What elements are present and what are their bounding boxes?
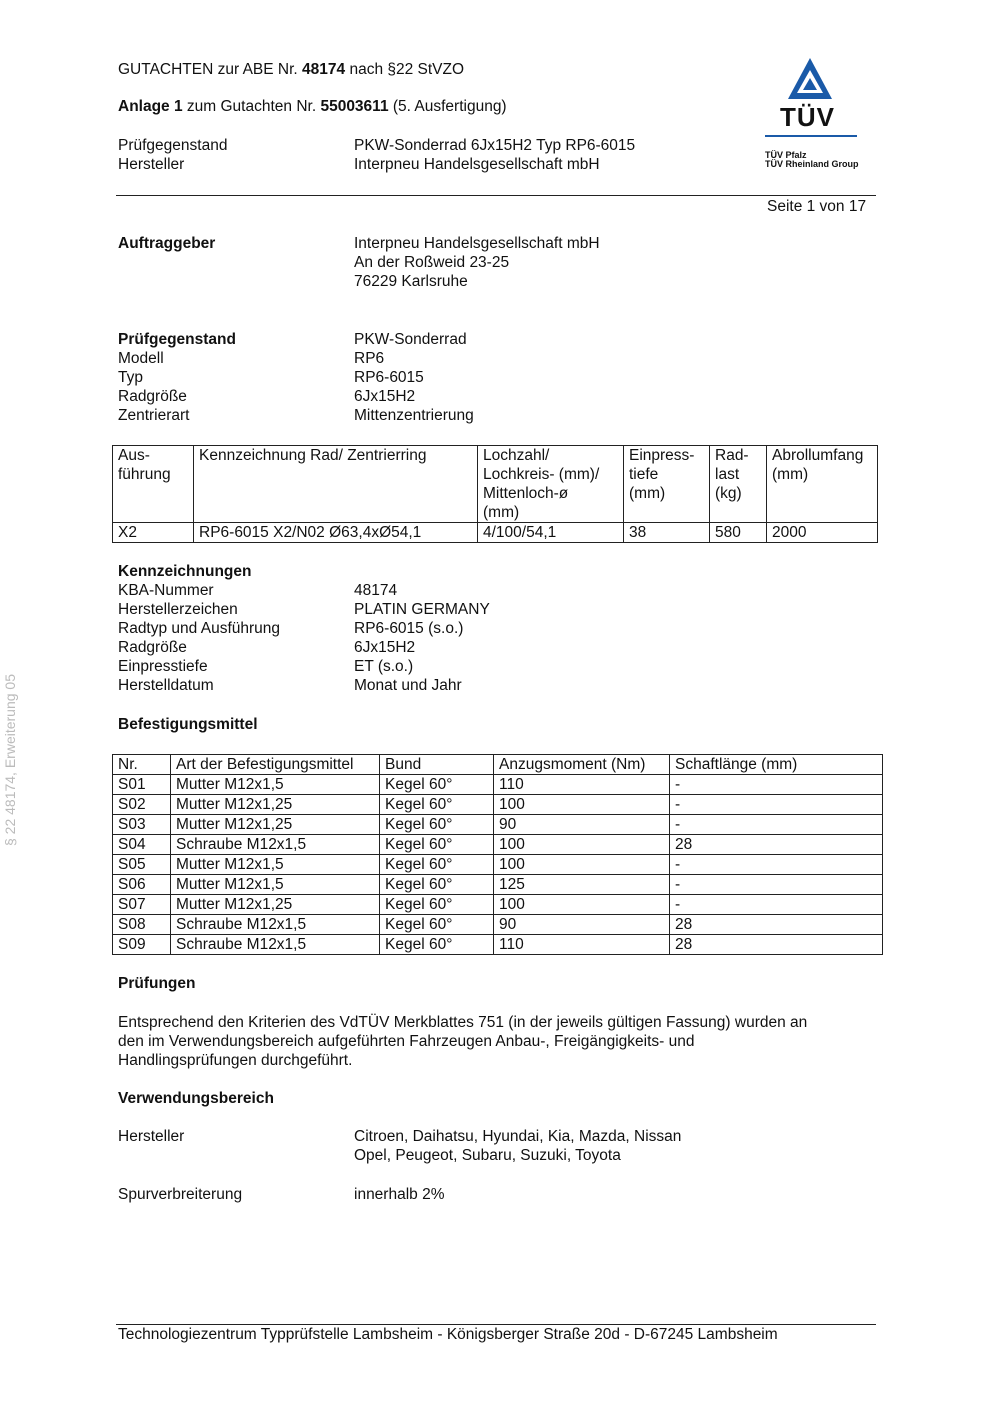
wheel-th-abrollumfang: Abrollumfang (mm) (767, 446, 878, 523)
table-row (113, 795, 883, 815)
page-number: Seite 1 von 17 (767, 198, 867, 215)
table-row (113, 835, 883, 855)
table-cell: Kegel 60° (380, 895, 494, 915)
table-cell: Kegel 60° (380, 855, 494, 875)
wheel-th-einpresstiefe: Einpress- tiefe (mm) (624, 446, 710, 523)
table-cell: 100 (494, 795, 670, 815)
table-header-cell: Schaftlänge (mm) (670, 755, 883, 775)
table-cell: Schraube M12x1,5 (171, 835, 380, 855)
pruefungen-title: Prüfungen (118, 975, 196, 992)
table-cell: - (670, 895, 883, 915)
table-row (113, 523, 878, 543)
table-cell: S07 (113, 895, 171, 915)
table-cell: RP6-6015 X2/N02 Ø63,4xØ54,1 (194, 523, 478, 543)
table-cell: Schraube M12x1,5 (171, 935, 380, 955)
table-cell: Mutter M12x1,5 (171, 775, 380, 795)
tuv-logo-rule (765, 135, 857, 137)
table-header-cell: Nr. (113, 755, 171, 775)
table-cell: 110 (494, 775, 670, 795)
table-cell: 125 (494, 875, 670, 895)
table-cell: 2000 (767, 523, 878, 543)
wheel-table (112, 445, 878, 543)
table-cell: X2 (113, 523, 194, 543)
table-cell: - (670, 775, 883, 795)
table-cell: S06 (113, 875, 171, 895)
footer-address: Technologiezentrum Typprüfstelle Lambsheim - Königsberger Straße 20d - D-67245 Lambsheim (118, 1326, 778, 1343)
table-cell: - (670, 875, 883, 895)
table-cell: S03 (113, 815, 171, 835)
table-row (113, 915, 883, 935)
table-cell: Kegel 60° (380, 875, 494, 895)
table-cell: S02 (113, 795, 171, 815)
table-cell: 110 (494, 935, 670, 955)
table-cell: 90 (494, 915, 670, 935)
table-header-cell: Bund (380, 755, 494, 775)
auftraggeber-label: Auftraggeber (118, 235, 216, 252)
table-cell: 100 (494, 835, 670, 855)
tuv-logo-text: TÜV (780, 102, 835, 132)
tuv-logo-sub1: TÜV Pfalz (765, 150, 807, 160)
table-cell: Mutter M12x1,25 (171, 815, 380, 835)
table-cell: Kegel 60° (380, 815, 494, 835)
table-cell: 100 (494, 855, 670, 875)
table-cell: 90 (494, 815, 670, 835)
tuv-triangle-icon (762, 55, 862, 105)
wheel-th-lochzahl: Lochzahl/ Lochkreis- (mm)/ Mittenloch-ø (mm) (478, 446, 624, 523)
verwendung-title: Verwendungsbereich (118, 1090, 274, 1107)
table-cell: - (670, 795, 883, 815)
pruefungen-text: Entsprechend den Kriterien des VdTÜV Merkblattes 751 (in der jeweils gültigen Fassung) wurden an den im Verwendungsbereich aufgeführten Fahrzeugen Anbau-, Freigängigkeits- und Handlingsprüfungen durchgeführt. (118, 1014, 808, 1069)
wheel-table-header (113, 446, 878, 523)
table-cell: Kegel 60° (380, 835, 494, 855)
table-cell: S05 (113, 855, 171, 875)
tuv-logo (762, 55, 862, 175)
befestigung-table (112, 754, 883, 955)
side-margin-text: § 22 48174, Erweiterung 05 (2, 673, 18, 847)
spurverbreiterung-value: innerhalb 2% (354, 1186, 445, 1203)
table-cell: Kegel 60° (380, 935, 494, 955)
verwendung-hersteller-list: Citroen, Daihatsu, Hyundai, Kia, Mazda, Nissan Opel, Peugeot, Subaru, Suzuki, Toyota (354, 1128, 682, 1164)
table-cell: Kegel 60° (380, 915, 494, 935)
table-cell: 28 (670, 835, 883, 855)
table-cell: Mutter M12x1,25 (171, 795, 380, 815)
table-cell: 4/100/54,1 (478, 523, 624, 543)
befestigung-title: Befestigungsmittel (118, 716, 258, 733)
table-cell: Kegel 60° (380, 775, 494, 795)
table-row (113, 895, 883, 915)
table-row (113, 935, 883, 955)
table-cell: Mutter M12x1,5 (171, 855, 380, 875)
table-header-cell: Art der Befestigungsmittel (171, 755, 380, 775)
wheel-th-kennzeichnung: Kennzeichnung Rad/ Zentrierring (194, 446, 478, 523)
table-cell: S01 (113, 775, 171, 795)
table-cell: S04 (113, 835, 171, 855)
table-cell: Kegel 60° (380, 795, 494, 815)
table-row (113, 855, 883, 875)
anlage-line: Anlage 1 zum Gutachten Nr. 55003611 (5. Ausfertigung) (118, 98, 507, 115)
table-cell: Schraube M12x1,5 (171, 915, 380, 935)
spurverbreiterung-label: Spurverbreiterung (118, 1186, 243, 1203)
table-row (113, 775, 883, 795)
wheel-th-ausfuehrung: Aus- führung (113, 446, 194, 523)
table-cell: Mutter M12x1,5 (171, 875, 380, 895)
table-cell: 28 (670, 915, 883, 935)
header-divider (116, 195, 876, 196)
auftraggeber-address: Interpneu Handelsgesellschaft mbH An der Roßweid 23-25 76229 Karlsruhe (354, 235, 600, 290)
table-cell: 580 (710, 523, 767, 543)
table-cell: - (670, 815, 883, 835)
befestigung-header (113, 755, 883, 775)
verwendung-hersteller-label: Hersteller (118, 1128, 185, 1145)
table-cell: - (670, 855, 883, 875)
tuv-logo-sub2: TÜV Rheinland Group (765, 159, 859, 169)
gutachten-title: GUTACHTEN zur ABE Nr. 48174 nach §22 StVZO (118, 61, 465, 78)
kennzeichnungen-title: Kennzeichnungen (118, 563, 252, 580)
table-cell: 38 (624, 523, 710, 543)
table-cell: Mutter M12x1,25 (171, 895, 380, 915)
table-cell: S09 (113, 935, 171, 955)
table-cell: S08 (113, 915, 171, 935)
wheel-th-radlast: Rad- last (kg) (710, 446, 767, 523)
table-cell: 100 (494, 895, 670, 915)
table-cell: 28 (670, 935, 883, 955)
table-row (113, 815, 883, 835)
table-header-cell: Anzugsmoment (Nm) (494, 755, 670, 775)
table-row (113, 875, 883, 895)
